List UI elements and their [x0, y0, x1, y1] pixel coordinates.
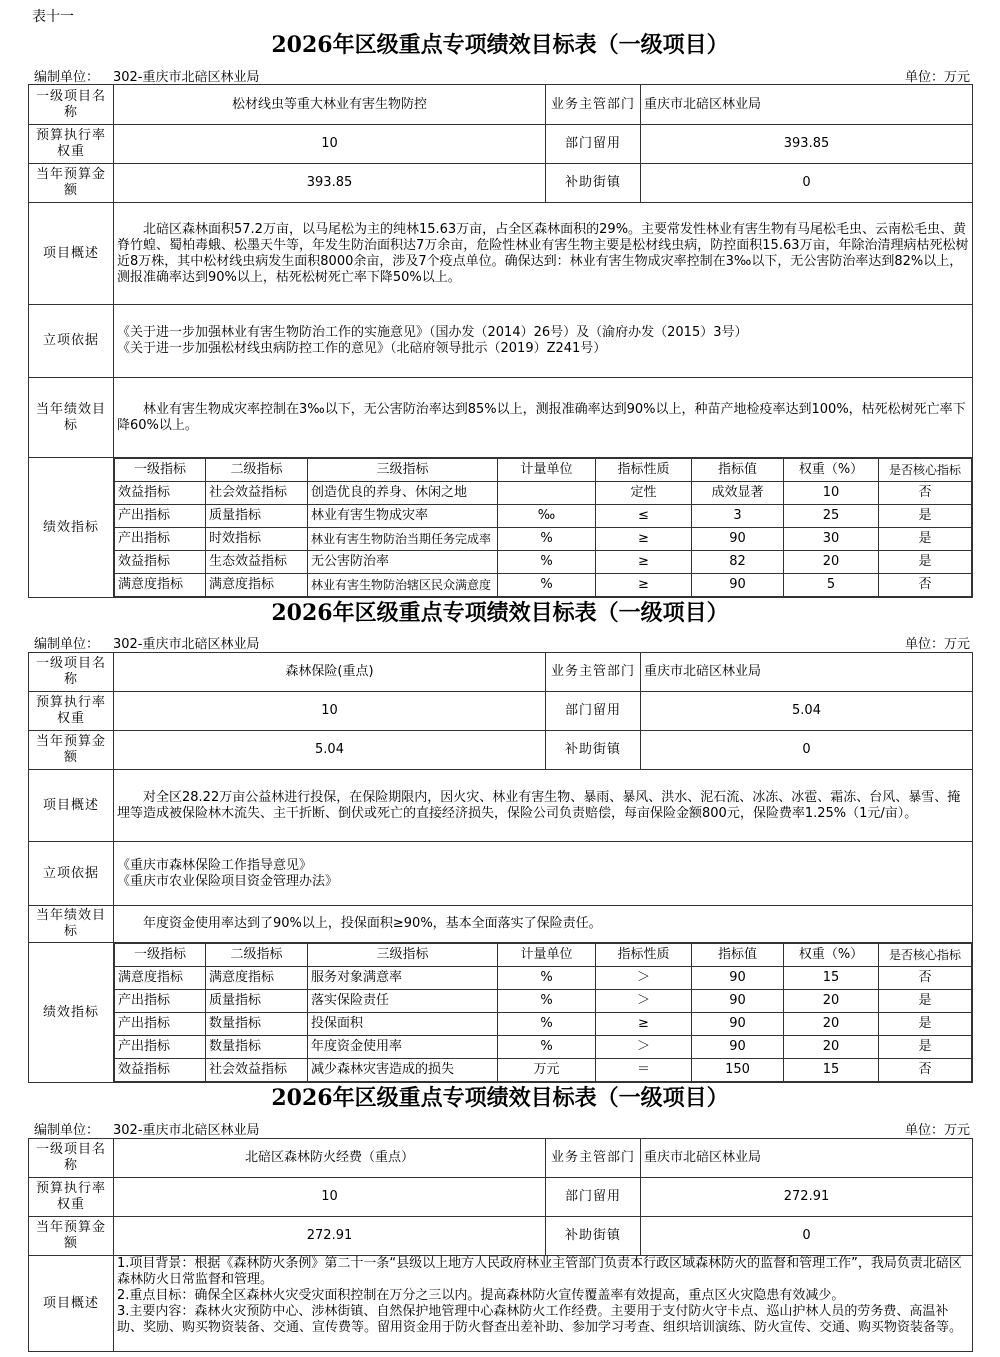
subsidy-label: 补助街镇 [546, 731, 641, 770]
subsidy-label: 补助街镇 [546, 164, 641, 203]
nature: ≤ [596, 505, 692, 528]
table-1-org [34, 66, 260, 85]
indicator-row [115, 990, 972, 1013]
budget-value: 393.85 [114, 164, 546, 203]
l3: 服务对象满意率 [308, 967, 498, 990]
unit: % [498, 967, 596, 990]
overview-paragraph: 北碚区森林面积57.2万亩，以马尾松为主的纯林15.63万亩，占全区森林面积的29%。主要常发性林业有害生物有马尾松毛虫、云南松毛虫、黄脊竹蝗、蜀柏毒蛾、松墨天牛等，年发生防治面积达7万余亩，危险性林业有害生物主要是松材线虫病，防控面积15.63万亩，年除治清理病枯死松树近8万株，其中松材线虫病发生面积8000余亩，涉及7个疫点单位。确保达到：林业有害生物成灾率控制在3‰以下，无公害防治率达到82%以上，测报准确率达到90%以上，枯死松树死亡率下降50%以上。 [117, 221, 969, 285]
exec-weight-value: 10 [114, 692, 546, 731]
budget-label: 当年预算金额 [29, 731, 114, 770]
core: 是 [879, 1013, 972, 1036]
indicators-header-row [115, 459, 972, 482]
annual-goal-label: 当年绩效目标 [29, 906, 114, 943]
unit: % [498, 990, 596, 1013]
value: 90 [692, 528, 784, 551]
exec-weight-value: 10 [114, 1178, 546, 1217]
table-1 [28, 84, 973, 598]
l3: 林业有害生物防治辖区民众满意度 [308, 574, 498, 597]
l2: 数量指标 [206, 1036, 308, 1059]
budget-label: 当年预算金额 [29, 1217, 114, 1256]
dept-retain-label: 部门留用 [546, 125, 641, 164]
l2: 社会效益指标 [206, 482, 308, 505]
header-cell: 权重（%） [784, 459, 879, 482]
project-name-label: 一级项目名称 [29, 1139, 114, 1178]
l2: 生态效益指标 [206, 551, 308, 574]
indicator-row [115, 967, 972, 990]
unit: ‰ [498, 505, 596, 528]
overview-label: 项目概述 [29, 203, 114, 305]
table-3-org [34, 1119, 260, 1138]
overview-line: 2.重点目标：确保全区森林火灾受灾面积控制在万分之三以内。提高森林防火宣传覆盖率有效提高，重点区火灾隐患有效减少。 [117, 1288, 845, 1303]
supervisor-label: 业务主管部门 [546, 85, 641, 125]
l1: 产出指标 [115, 1036, 206, 1059]
header-cell: 指标值 [692, 459, 784, 482]
exec-weight-label: 预算执行率权重 [29, 1178, 114, 1217]
l3: 无公害防治率 [308, 551, 498, 574]
nature: ＞ [596, 1036, 692, 1059]
basis-line: 《重庆市农业保险项目资金管理办法》 [117, 873, 339, 889]
l1: 满意度指标 [115, 967, 206, 990]
indicator-row [115, 1036, 972, 1059]
table-1-title: 2026年区级重点专项绩效目标表（一级项目） [271, 32, 729, 58]
org-value: 302-重庆市北碚区林业局 [113, 70, 260, 85]
weight: 5 [784, 574, 879, 597]
basis-text [114, 842, 973, 906]
annual-goal-paragraph: 林业有害生物成灾率控制在3‰以下，无公害防治率达到85%以上，测报准确率达到90%以上，种苗产地检疫率达到100%，枯死松树死亡率下降60%以上。 [117, 401, 966, 433]
unit: % [498, 528, 596, 551]
l1: 效益指标 [115, 482, 206, 505]
core: 是 [879, 1036, 972, 1059]
header-cell: 计量单位 [498, 944, 596, 967]
exec-weight-label: 预算执行率权重 [29, 692, 114, 731]
project-name-label: 一级项目名称 [29, 85, 114, 125]
exec-weight-label: 预算执行率权重 [29, 125, 114, 164]
indicators-table [114, 458, 972, 597]
overview-line: 1.项目背景：根据《森林防火条例》第二十一条“县级以上地方人民政府林业主管部门负责本行政区域森林防火的监督和管理工作”，我局负责北碚区森林防火日常监督和管理。 [117, 1256, 962, 1287]
overview-line: 3.主要内容：森林火灾预防中心、涉林街镇、自然保护地管理中心森林防火工作经费。主要用于支付防火守卡点、巡山护林人员的劳务费、高温补助、奖励、购买物资装备、交通、宣传费等。留用资金用于防火督查出差补助、参加学习考查、组织培训演练、防火宣传、交通、购买物资装备等。 [117, 1304, 963, 1335]
value: 90 [692, 574, 784, 597]
core: 是 [879, 990, 972, 1013]
nature: ≥ [596, 1013, 692, 1036]
l2: 满意度指标 [206, 967, 308, 990]
header-cell: 指标性质 [596, 459, 692, 482]
indicator-row [115, 1059, 972, 1082]
l1: 效益指标 [115, 1059, 206, 1082]
supervisor-value: 重庆市北碚区林业局 [641, 653, 973, 692]
subsidy-label: 补助街镇 [546, 1217, 641, 1256]
budget-value: 5.04 [114, 731, 546, 770]
basis-line: 《重庆市森林保险工作指导意见》 [117, 857, 313, 873]
l1: 产出指标 [115, 1013, 206, 1036]
org-value: 302-重庆市北碚区林业局 [113, 1123, 260, 1138]
weight: 10 [784, 482, 879, 505]
annual-goal-paragraph: 年度资金使用率达到了90%以上，投保面积≥90%，基本全面落实了保险责任。 [143, 916, 602, 931]
value: 成效显著 [692, 482, 784, 505]
l2: 时效指标 [206, 528, 308, 551]
header-cell: 一级指标 [115, 459, 206, 482]
indicators-label: 绩效指标 [29, 943, 114, 1083]
l3: 林业有害生物成灾率 [308, 505, 498, 528]
nature: ≥ [596, 528, 692, 551]
core: 是 [879, 528, 972, 551]
org-label: 编制单位： [34, 70, 100, 85]
value: 150 [692, 1059, 784, 1082]
header-cell: 权重（%） [784, 944, 879, 967]
core: 否 [879, 1059, 972, 1082]
indicator-row [115, 528, 972, 551]
l2: 数量指标 [206, 1013, 308, 1036]
dept-retain-value: 393.85 [641, 125, 973, 164]
indicators-header-row [115, 944, 972, 967]
header-cell: 一级指标 [115, 944, 206, 967]
value: 90 [692, 990, 784, 1013]
basis-line: 《关于进一步加强林业有害生物防治工作的实施意见》（国办发（2014）26号）及（渝府办发（2015）3号） [117, 325, 748, 340]
l2: 满意度指标 [206, 574, 308, 597]
overview-text [114, 203, 973, 305]
indicators-table [114, 943, 972, 1082]
unit: 万元 [498, 1059, 596, 1082]
supervisor-label: 业务主管部门 [546, 1139, 641, 1178]
table-2-title: 2026年区级重点专项绩效目标表（一级项目） [271, 600, 729, 626]
header-cell: 二级指标 [206, 459, 308, 482]
basis-text [114, 305, 973, 378]
value: 3 [692, 505, 784, 528]
table-1-unit: 单位：万元 [904, 70, 970, 85]
table-3-title: 2026年区级重点专项绩效目标表（一级项目） [271, 1085, 729, 1111]
project-name-value: 森林保险(重点) [114, 653, 546, 692]
l3: 创造优良的养身、休闲之地 [308, 482, 498, 505]
dept-retain-label: 部门留用 [546, 692, 641, 731]
core: 是 [879, 551, 972, 574]
l1: 产出指标 [115, 505, 206, 528]
table-3-unit: 单位：万元 [904, 1123, 970, 1138]
l3: 落实保险责任 [308, 990, 498, 1013]
l2: 质量指标 [206, 505, 308, 528]
page-tag: 表十一 [32, 9, 74, 25]
overview-text [114, 1256, 973, 1352]
nature: ＞ [596, 967, 692, 990]
nature: ＝ [596, 1059, 692, 1082]
header-cell: 计量单位 [498, 459, 596, 482]
table-2-org [34, 633, 260, 652]
l1: 产出指标 [115, 528, 206, 551]
indicator-row [115, 482, 972, 505]
nature: ≥ [596, 574, 692, 597]
table-2 [28, 652, 973, 1083]
header-cell: 三级指标 [308, 944, 498, 967]
subsidy-value: 0 [641, 1217, 973, 1256]
basis-label: 立项依据 [29, 305, 114, 378]
core: 是 [879, 505, 972, 528]
l3: 投保面积 [308, 1013, 498, 1036]
nature: 定性 [596, 482, 692, 505]
unit: % [498, 1013, 596, 1036]
overview-label: 项目概述 [29, 770, 114, 842]
nature: ＞ [596, 990, 692, 1013]
core: 否 [879, 574, 972, 597]
weight: 15 [784, 1059, 879, 1082]
annual-goal-label: 当年绩效目标 [29, 378, 114, 458]
l2: 社会效益指标 [206, 1059, 308, 1082]
weight: 20 [784, 990, 879, 1013]
supervisor-value: 重庆市北碚区林业局 [641, 85, 973, 125]
supervisor-label: 业务主管部门 [546, 653, 641, 692]
l2: 质量指标 [206, 990, 308, 1013]
unit: % [498, 574, 596, 597]
header-cell: 指标性质 [596, 944, 692, 967]
weight: 30 [784, 528, 879, 551]
budget-label: 当年预算金额 [29, 164, 114, 203]
dept-retain-value: 272.91 [641, 1178, 973, 1217]
unit [498, 482, 596, 505]
exec-weight-value: 10 [114, 125, 546, 164]
weight: 20 [784, 1036, 879, 1059]
indicator-row [115, 551, 972, 574]
indicator-row [115, 505, 972, 528]
header-cell: 是否核心指标 [879, 944, 972, 967]
project-name-value: 北碚区森林防火经费（重点） [114, 1139, 546, 1178]
header-cell: 是否核心指标 [879, 459, 972, 482]
basis-label: 立项依据 [29, 842, 114, 906]
org-label: 编制单位： [34, 637, 100, 652]
header-cell: 二级指标 [206, 944, 308, 967]
l1: 满意度指标 [115, 574, 206, 597]
project-name-value: 松材线虫等重大林业有害生物防控 [114, 85, 546, 125]
overview-text [114, 770, 973, 842]
value: 82 [692, 551, 784, 574]
l1: 效益指标 [115, 551, 206, 574]
supervisor-value: 重庆市北碚区林业局 [641, 1139, 973, 1178]
weight: 20 [784, 551, 879, 574]
unit: % [498, 551, 596, 574]
indicators-label: 绩效指标 [29, 458, 114, 598]
value: 90 [692, 1036, 784, 1059]
l3: 减少森林灾害造成的损失 [308, 1059, 498, 1082]
table-3 [28, 1138, 973, 1352]
indicators-cell [114, 458, 973, 598]
basis-line: 《关于进一步加强松材线虫病防控工作的意见》（北碚府领导批示（2019）Z241号） [117, 341, 607, 356]
annual-goal-text [114, 906, 973, 943]
overview-label: 项目概述 [29, 1256, 114, 1352]
overview-paragraph: 对全区28.22万亩公益林进行投保，在保险期限内，因火灾、林业有害生物、暴雨、暴风、洪水、泥石流、冰冻、冰雹、霜冻、台风、暴雪、掩埋等造成被保险林木流失、主干折断、倒伏或死亡的直接经济损失，保险公司负责赔偿，每亩保险金额800元，保险费率1.25%（1元/亩）。 [117, 789, 961, 821]
core: 否 [879, 967, 972, 990]
subsidy-value: 0 [641, 164, 973, 203]
project-name-label: 一级项目名称 [29, 653, 114, 692]
org-label: 编制单位： [34, 1123, 100, 1138]
header-cell: 指标值 [692, 944, 784, 967]
indicator-row [115, 1013, 972, 1036]
indicators-cell [114, 943, 973, 1083]
value: 90 [692, 967, 784, 990]
value: 90 [692, 1013, 784, 1036]
header-cell: 三级指标 [308, 459, 498, 482]
nature: ≥ [596, 551, 692, 574]
org-value: 302-重庆市北碚区林业局 [113, 637, 260, 652]
table-2-unit: 单位：万元 [904, 637, 970, 652]
dept-retain-value: 5.04 [641, 692, 973, 731]
l3: 林业有害生物防治当期任务完成率 [308, 528, 498, 551]
l3: 年度资金使用率 [308, 1036, 498, 1059]
weight: 15 [784, 967, 879, 990]
indicator-row [115, 574, 972, 597]
dept-retain-label: 部门留用 [546, 1178, 641, 1217]
weight: 20 [784, 1013, 879, 1036]
subsidy-value: 0 [641, 731, 973, 770]
l1: 产出指标 [115, 990, 206, 1013]
core: 否 [879, 482, 972, 505]
unit: % [498, 1036, 596, 1059]
annual-goal-text [114, 378, 973, 458]
weight: 25 [784, 505, 879, 528]
budget-value: 272.91 [114, 1217, 546, 1256]
